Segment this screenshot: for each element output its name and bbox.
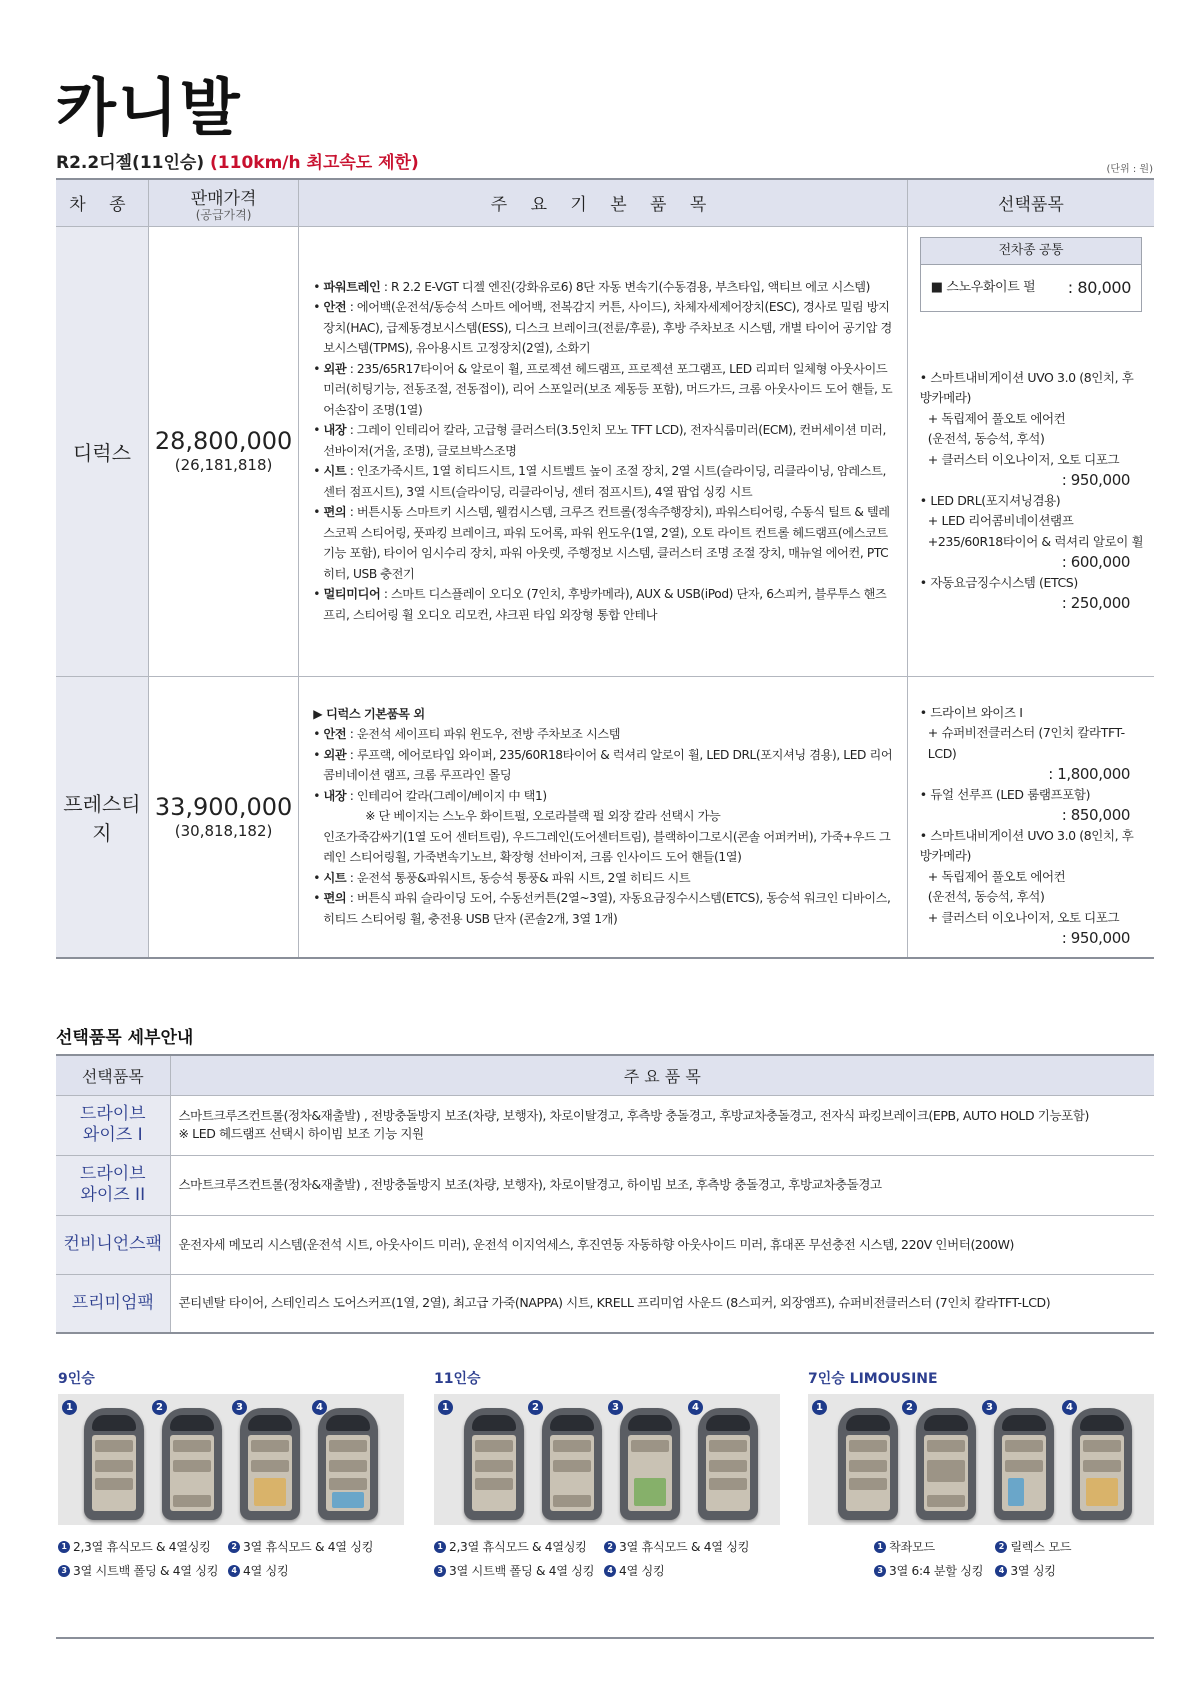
- option-name: 드라이브 와이즈 II: [56, 1155, 170, 1215]
- header-trim: 차 종: [56, 179, 148, 226]
- option-guide-row: [56, 1155, 1154, 1215]
- page-title: 카니발: [56, 71, 242, 144]
- trim-name: 프레스티지: [56, 676, 148, 958]
- number-badge: 1: [812, 1400, 827, 1415]
- model-subtitle: [56, 148, 419, 173]
- option-item: • 듀얼 선루프 (LED 룸램프포함) : 850,000: [918, 785, 1144, 826]
- number-badge: 2: [528, 1400, 543, 1415]
- number-badge: 4: [312, 1400, 327, 1415]
- common-option-label: ■ 스노우화이트 펄: [930, 279, 1036, 295]
- seat-mode-legend: 1 2,3열 휴식모드 & 4열싱킹 2 3열 휴식모드 & 4열 싱킹 3 3열 시트백 폴딩 & 4열 싱킹 4 4열 싱킹: [58, 1535, 404, 1583]
- option-guide-header: [56, 1055, 1154, 1095]
- header-price: [148, 179, 298, 226]
- trim-row-prestige: [56, 676, 1154, 958]
- basic-item-note: ※ 단 베이지는 스노우 화이트펄, 오로라블랙 펄 외장 칼라 선택시 가능: [365, 809, 721, 824]
- option-price: : 600,000: [1061, 553, 1130, 571]
- option-list: [907, 676, 1154, 958]
- model-name: R2.2디젤(11인승): [56, 153, 205, 173]
- car-top-view-icon: [916, 1408, 976, 1520]
- option-price: : 950,000: [1061, 471, 1130, 489]
- car-top-view-icon: [838, 1408, 898, 1520]
- number-badge: 2: [152, 1400, 167, 1415]
- sale-price: 33,900,000: [154, 792, 293, 821]
- option-name: 드라이브 와이즈 I: [56, 1095, 170, 1155]
- car-top-view-icon: [620, 1408, 680, 1520]
- bottom-divider: [56, 1637, 1154, 1639]
- header-basic-items: 주 요 기 본 품 목: [299, 179, 908, 226]
- option-guide-table: [56, 1054, 1154, 1334]
- price-table: [56, 178, 1154, 959]
- option-item: • 자동요금징수시스템 (ETCS) : 250,000: [918, 573, 1144, 614]
- number-badge: 1: [438, 1400, 453, 1415]
- common-option-price: : 80,000: [1067, 277, 1131, 297]
- option-item: • 드라이브 와이즈 I + 슈퍼비전클러스터 (7인치 칼라TFT-LCD) : 1,800,000: [918, 703, 1144, 785]
- car-top-view-icon: [464, 1408, 524, 1520]
- option-price: : 250,000: [1061, 594, 1130, 612]
- basic-item: • 안전 : 에어백(운전석/동승석 스마트 에어백, 전복감지 커튼, 사이드), 차체자세제어장치(ESC), 경사로 밀림 방지 장치(HAC), 급제동경보시스템(ESS), 디스크 브레이크(전륜/후륜), 후방 주차보조 시스템, 개별 타이어 공기압 경보시스템(TPMS), 유아용시트 고정장치(2열), 소화기: [313, 300, 892, 356]
- basic-item: • 시트 : 운전석 통풍&파워시트, 동승석 통풍& 파워 시트, 2열 히티드 시트: [313, 870, 691, 885]
- header-options: 선택품목: [907, 179, 1154, 226]
- option-guide-title: 선택품목 세부안내: [56, 1028, 194, 1048]
- option-desc: 스마트크루즈컨트롤(정차&재출발) , 전방충돌방지 보조(차량, 보행자), 차로이탈경고, 하이빔 보조, 후측방 충돌경고, 후방교차충돌경고: [170, 1155, 1154, 1215]
- seat-mode-image: [808, 1394, 1154, 1525]
- header-price-sub: (공급가격): [195, 207, 252, 222]
- option-price: : 850,000: [1061, 806, 1130, 824]
- trim-price: [148, 676, 298, 958]
- car-top-view-icon: [318, 1408, 378, 1520]
- option-guide-row: [56, 1215, 1154, 1274]
- option-desc: 스마트크루즈컨트롤(정차&재출발) , 전방충돌방지 보조(차량, 보행자), 차로이탈경고, 후측방 충돌경고, 후방교차충돌경고, 전자식 파킹브레이크(EPB, AUTO HOLD 기능포함) ※ LED 헤드램프 선택시 하이빔 보조 기능 지원: [170, 1095, 1154, 1155]
- seat-mode-image: [434, 1394, 780, 1525]
- number-badge: 1: [62, 1400, 77, 1415]
- header-price-label: 판매가격: [190, 188, 257, 209]
- basic-item: • 편의 : 버튼식 파워 슬라이딩 도어, 수동선커튼(2열~3열), 자동요금징수시스템(ETCS), 동승석 워크인 디바이스, 히티드 스티어링 휠, 충전용 USB 단자 (콘솔2개, 3열 1개): [313, 891, 891, 926]
- option-desc: 운전자세 메모리 시스템(운전석 시트, 아웃사이드 미러), 운전석 이지억세스, 후진연동 자동하향 아웃사이드 미러, 휴대폰 무선충전 시스템, 220V 인버터(200W): [170, 1215, 1154, 1274]
- car-top-view-icon: [542, 1408, 602, 1520]
- basic-item: • 안전 : 운전석 세이프티 파워 윈도우, 전방 주차보조 시스템: [313, 727, 621, 742]
- car-top-view-icon: [162, 1408, 222, 1520]
- basic-item: • 내장 : 인테리어 칼라(그레이/베이지 中 택1): [313, 788, 547, 803]
- basic-item: • 외관 : 235/65R17타이어 & 알로이 휠, 프로젝션 헤드램프, 프로젝션 포그램프, LED 리피터 일체형 아웃사이드 미러(히팅기능, 전동조절, 전동접이), 리어 스포일러(보조 제동등 포함), 머드가드, 크롬 아웃사이드 도어 핸들, 도어손잡이 조명(1열): [313, 361, 893, 417]
- option-desc: 콘티넨탈 타이어, 스테인리스 도어스커프(1열, 2열), 최고급 가죽(NAPPA) 시트, KRELL 프리미엄 사운드 (8스피커, 외장앰프), 슈퍼비전클러스터 (7인치 칼라TFT-LCD): [170, 1274, 1154, 1333]
- common-option-row: [921, 265, 1141, 311]
- number-badge: 3: [982, 1400, 997, 1415]
- header-option-items: 주 요 품 목: [170, 1055, 1154, 1095]
- speed-limit-note: (110km/h 최고속도 제한): [210, 153, 419, 173]
- basic-item: • 시트 : 인조가죽시트, 1열 히티드시트, 1열 시트벨트 높이 조절 장치, 2열 시트(슬라이딩, 리클라이닝, 암레스트, 센터 점프시트), 3열 시트(슬라이딩, 리클라이닝, 센터 점프시트), 4열 팝업 싱킹 시트: [313, 464, 886, 499]
- option-name: 프리미엄팩: [56, 1274, 170, 1333]
- unit-note: (단위 : 원): [1106, 164, 1153, 175]
- trim-price: [148, 226, 298, 676]
- header-option-name: 선택품목: [56, 1055, 170, 1095]
- common-option-header: 전차종 공통: [921, 238, 1141, 265]
- common-option-box: [920, 237, 1142, 312]
- car-top-view-icon: [1072, 1408, 1132, 1520]
- seat-mode-image: [58, 1394, 404, 1525]
- car-top-view-icon: [994, 1408, 1054, 1520]
- supply-price: (30,818,182): [174, 821, 273, 840]
- seat-mode-title: 7인승 LIMOUSINE: [808, 1371, 938, 1387]
- car-top-view-icon: [84, 1408, 144, 1520]
- basic-items-list: [299, 226, 908, 676]
- seat-mode-title: 9인승: [58, 1371, 95, 1387]
- basic-item: • 파워트레인 : R 2.2 E-VGT 디젤 엔진(강화유로6) 8단 자동 변속기(수동겸용, 부츠타입, 액티브 에코 시스템): [313, 279, 870, 294]
- trim-name: 디럭스: [56, 226, 148, 676]
- car-top-view-icon: [240, 1408, 300, 1520]
- seat-mode-legend: 1 2,3열 휴식모드 & 4열싱킹 2 3열 휴식모드 & 4열 싱킹 3 3열 시트백 폴딩 & 4열 싱킹 4 4열 싱킹: [434, 1535, 780, 1583]
- number-badge: 3: [232, 1400, 247, 1415]
- basic-item: • 멀티미디어 : 스마트 디스플레이 오디오 (7인치, 후방카메라), AUX & USB(iPod) 단자, 6스피커, 블루투스 핸즈프리, 스티어링 휠 오디오 리모컨, 샤크핀 타입 외장형 통합 안테나: [313, 587, 887, 622]
- basic-items-head: ▶ 디럭스 기본품목 외: [313, 706, 425, 721]
- basic-item-continued: 인조가죽감싸기(1열 도어 센터트림), 우드그레인(도어센터트림), 블랙하이그로시(콘솔 어퍼커버), 가죽+우드 그레인 스티어링휠, 가죽변속기노브, 확장형 선바이저, 크롬 인사이드 도어 핸들(1열): [323, 829, 891, 865]
- trim-row-deluxe: [56, 226, 1154, 676]
- number-badge: 2: [902, 1400, 917, 1415]
- supply-price: (26,181,818): [174, 456, 273, 474]
- seat-mode-11: [434, 1368, 780, 1583]
- sale-price: 28,800,000: [154, 427, 293, 455]
- price-table-header: [56, 179, 1154, 226]
- seat-mode-7-limousine: [808, 1368, 1154, 1583]
- number-badge: 3: [608, 1400, 623, 1415]
- option-guide-row: [56, 1095, 1154, 1155]
- number-badge: 4: [1062, 1400, 1077, 1415]
- option-guide-row: [56, 1274, 1154, 1333]
- seat-mode-legend: 1 착좌모드 2 릴렉스 모드 3 3열 6:4 분할 싱킹 4 3열 싱킹: [808, 1535, 1154, 1583]
- car-top-view-icon: [698, 1408, 758, 1520]
- basic-items-list: [299, 676, 908, 958]
- seat-mode-9: [58, 1368, 404, 1583]
- option-item: • LED DRL(포지셔닝겸용) + LED 리어콤비네이션램프 +235/60R18타이어 & 럭셔리 알로이 휠 : 600,000: [919, 492, 1144, 571]
- option-item: • 스마트내비게이션 UVO 3.0 (8인치, 후방카메라) + 독립제어 풀오토 에어컨 (운전석, 동승석, 후석) + 클러스터 이오나이저, 오토 디포그 : 950,000: [918, 826, 1144, 949]
- seat-mode-title: 11인승: [434, 1371, 481, 1387]
- basic-item: • 외관 : 루프랙, 에어로타입 와이퍼, 235/60R18타이어 & 럭셔리 알로이 휠, LED DRL(포지셔닝 겸용), LED 리어콤비네이션 램프, 크롬 루프라인 몰딩: [313, 747, 893, 783]
- basic-item: • 내장 : 그레이 인테리어 칼라, 고급형 클러스터(3.5인치 모노 TFT LCD), 전자식룸미러(ECM), 컨버세이션 미러, 선바이저(거울, 조명), 글로브박스조명: [313, 423, 886, 458]
- number-badge: 4: [688, 1400, 703, 1415]
- option-price: : 950,000: [1061, 929, 1130, 947]
- option-item: • 스마트내비게이션 UVO 3.0 (8인치, 후방카메라) + 독립제어 풀오토 에어컨 (운전석, 동승석, 후석) + 클러스터 이오나이저, 오토 디포그 : 950,000: [918, 368, 1144, 491]
- option-name: 컨비니언스팩: [56, 1215, 170, 1274]
- option-price: : 1,800,000: [1048, 765, 1130, 783]
- basic-item: • 편의 : 버튼시동 스마트키 시스템, 웰컴시스템, 크루즈 컨트롤(정속주행장치), 파워스티어링, 수동식 틸트 & 텔레스코픽 스티어링, 풋파킹 브레이크, 파워 도어록, 파워 윈도우(1열, 2열), 오토 라이트 컨트롤 헤드램프(에스코트 기능 포함), 타이어 임시수리 장치, 파워 아웃렛, 주행정보 시스템, 클러스터 조명 조절 장치, 매뉴얼 에어컨, PTC 히터, USB 충전기: [313, 505, 890, 581]
- option-list: [907, 226, 1154, 676]
